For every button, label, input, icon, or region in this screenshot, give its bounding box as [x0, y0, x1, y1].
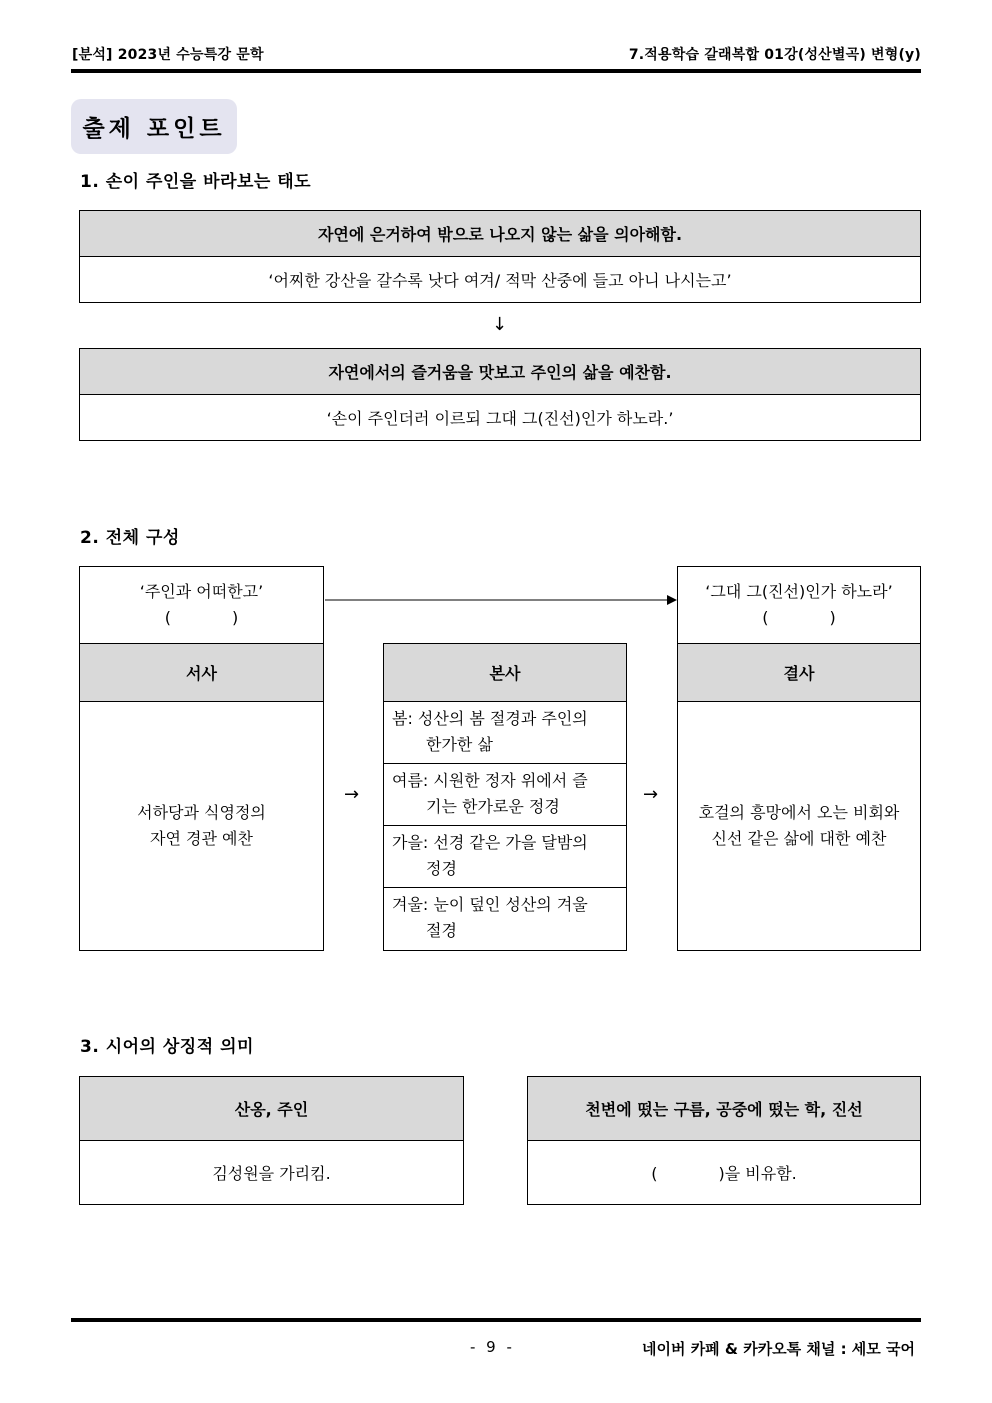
- header-right: 7.적용학습 갈래복합 01강(성산별곡) 변형(y): [628, 47, 921, 63]
- gyeolsa-body-line2: 신선 같은 삶에 대한 예찬: [711, 829, 887, 848]
- footer-rule: [71, 1318, 921, 1322]
- symbol-left-body: 김성원을 가리킴.: [212, 1164, 331, 1183]
- gyeolsa-top-note: [678, 567, 920, 644]
- attitude-box-2: [79, 348, 921, 441]
- top-left-blank: ( ): [164, 608, 239, 627]
- arrow-seosa-to-bonsa: →: [344, 784, 360, 805]
- attitude-box-1-head: 자연에 은거하여 밖으로 나오지 않는 삶을 의아해함.: [80, 211, 920, 257]
- attitude-box-1-body: ‘어찌한 강산을 갈수록 낫다 여겨/ 적막 산중에 들고 아니 나시는고’: [268, 271, 732, 290]
- header-left: [분석] 2023년 수능특강 문학: [72, 47, 264, 63]
- down-arrow: ↓: [492, 314, 508, 335]
- bonsa-head: 본사: [384, 644, 626, 702]
- bonsa-item-summer-line1: 여름: 시원한 정자 위에서 즐: [392, 771, 588, 790]
- exam-point-badge: 출제 포인트: [71, 99, 237, 154]
- header-rule: [71, 69, 921, 73]
- bonsa-column: [383, 643, 627, 951]
- bonsa-item-autumn-line2: 정경: [426, 859, 457, 878]
- seosa-body: [80, 702, 323, 950]
- page-number: - 9 -: [470, 1338, 515, 1356]
- bonsa-item-winter: [384, 888, 626, 950]
- section2-title: 2. 전체 구성: [80, 528, 180, 548]
- gyeolsa-body-line1: 호걸의 흥망에서 오는 비회와: [698, 803, 900, 822]
- bonsa-item-autumn: [384, 826, 626, 888]
- gyeolsa-body: [678, 702, 920, 950]
- section1-title: 1. 손이 주인을 바라보는 태도: [80, 172, 312, 192]
- bonsa-item-winter-line1: 겨울: 눈이 덮인 성산의 겨울: [392, 895, 588, 914]
- seosa-head: 서사: [80, 644, 323, 702]
- seosa-column: [79, 566, 324, 951]
- symbol-left-head: 산옹, 주인: [80, 1077, 463, 1141]
- symbol-box-left: [79, 1076, 464, 1205]
- gyeolsa-head: 결사: [678, 644, 920, 702]
- seosa-body-line1: 서하당과 식영정의: [137, 803, 266, 822]
- seosa-top-note: [80, 567, 323, 644]
- attitude-box-2-head: 자연에서의 즐거움을 맛보고 주인의 삶을 예찬함.: [80, 349, 920, 395]
- bonsa-item-spring: [384, 702, 626, 764]
- attitude-box-1: [79, 210, 921, 303]
- bonsa-item-summer: [384, 764, 626, 826]
- top-left-quote: ‘주인과 어떠한고’: [139, 582, 264, 601]
- arrow-bonsa-to-gyeolsa: →: [643, 784, 659, 805]
- bonsa-item-autumn-line1: 가을: 선경 같은 가을 달밤의: [392, 833, 588, 852]
- bonsa-item-winter-line2: 절경: [426, 921, 457, 940]
- section3-title: 3. 시어의 상징적 의미: [80, 1037, 254, 1057]
- footer-channel: 네이버 카페 & 카카오톡 채널 : 세모 국어: [642, 1340, 915, 1358]
- seosa-body-line2: 자연 경관 예찬: [150, 829, 253, 848]
- attitude-box-2-body: ‘손이 주인더러 이르되 그대 그(진선)인가 하노라.’: [326, 409, 674, 428]
- top-right-quote: ‘그대 그(진선)인가 하노라’: [705, 582, 893, 601]
- long-right-arrow: [324, 592, 678, 608]
- symbol-right-head: 천변에 떴는 구름, 공중에 떴는 학, 진선: [528, 1077, 920, 1141]
- symbol-box-right: [527, 1076, 921, 1205]
- bonsa-item-spring-line1: 봄: 성산의 봄 절경과 주인의: [392, 709, 588, 728]
- symbol-right-body: ( )을 비유함.: [651, 1164, 797, 1183]
- gyeolsa-column: [677, 566, 921, 951]
- top-right-blank: ( ): [762, 608, 836, 627]
- bonsa-item-summer-line2: 기는 한가로운 정경: [426, 797, 560, 816]
- bonsa-item-spring-line2: 한가한 삶: [426, 735, 493, 754]
